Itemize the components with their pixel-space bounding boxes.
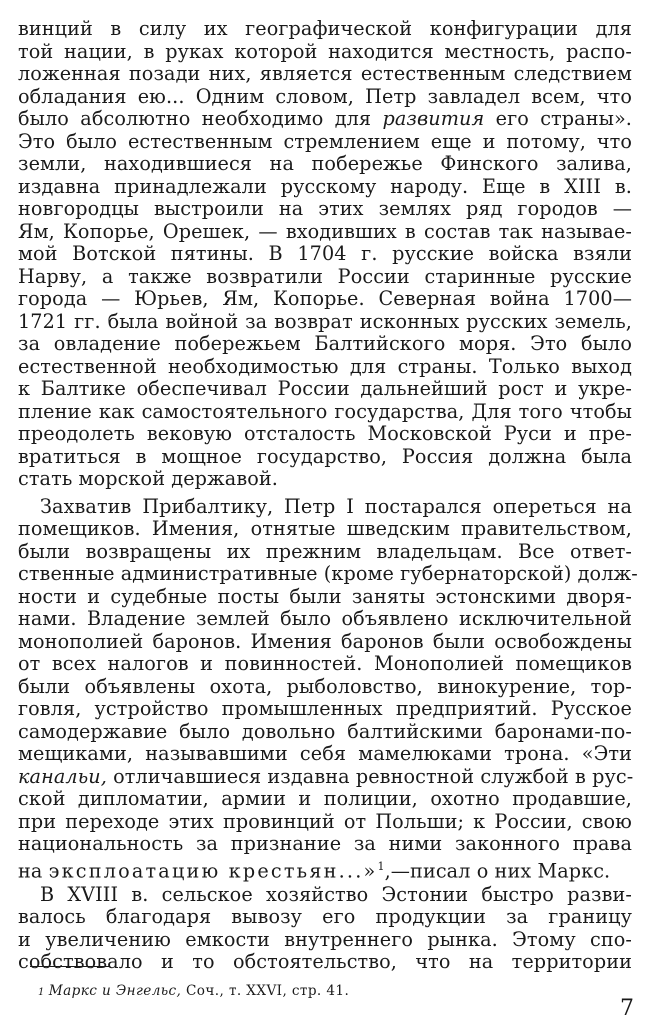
text-line (18, 766, 632, 788)
text-line: ственные административные (кроме губернаторской) долж- (18, 562, 638, 585)
text-line: той нации, в руках которой находится местность, распо- (18, 40, 632, 63)
text-line: монополией баронов. Имения баронов были освобождены (18, 630, 632, 653)
text-line: самодержавие было довольно балтийскими баронами-по- (18, 720, 632, 743)
emphasis-word: канальи, (18, 765, 107, 788)
text-line: ности и судебные посты были заняты эстонскими дворя- (18, 585, 632, 608)
text-run: его страны». (484, 107, 632, 130)
text-line: говля, устройство промышленных предприятий. Русское (18, 697, 632, 720)
text-line: национальность за признание за ними законного права (18, 832, 632, 855)
text-line: к Балтике обеспечивал России дальнейший рост и укре- (18, 377, 632, 400)
text-line: при переходе этих провинций от Польши; к России, свою (18, 810, 632, 833)
text-line: Ям, Копорье, Орешек, — входивших в состав так называе- (18, 220, 632, 243)
text-line: валось благодаря вывозу его продукции за границу (18, 905, 632, 928)
footnote-reference: 1 (377, 860, 385, 873)
text-line: Захватив Прибалтику, Петр I постарался опереться на (40, 495, 632, 518)
footnote-mark: 1 (38, 987, 45, 998)
text-line: помещиков. Имения, отнятые шведским правительством, (18, 517, 632, 540)
text-line: Нарву, а также возвратили России старинные русские (18, 265, 632, 288)
text-line: были объявлены охота, рыболовство, винокурение, тор- (18, 675, 632, 698)
text-run: отличавшиеся издавна ревностной службой в рус- (106, 765, 634, 788)
text-line: собствовало и то обстоятельство, что на территории (18, 950, 632, 973)
text-line: естественной необходимостью для страны. Только выход (18, 355, 632, 378)
text-run: на (18, 859, 49, 883)
footnote-authors: Маркс и Энгельс, (48, 983, 182, 999)
text-line: стать морской державой. (18, 467, 278, 490)
footnote-separator (30, 966, 110, 967)
text-line: и увеличению емкости внутреннего рынка. Этому спо- (18, 928, 632, 951)
text-line: мой Вотской пятины. В 1704 г. русские войска взяли (18, 242, 632, 265)
text-line: за овладение побережьем Балтийского моря. Это было (18, 332, 632, 355)
text-line: 1721 гг. была войной за возврат исконных русских земель, (18, 310, 632, 333)
text-line: Это было естественным стремлением еще и потому, что (18, 130, 632, 153)
text-run: ,—писал о них Маркс. (384, 859, 611, 883)
text-line: обладания ею... Одним словом, Петр завладел всем, что (18, 85, 632, 108)
text-line: пление как самостоятельного государства, Для того чтобы (18, 400, 632, 423)
footnote-text: Соч., т. XXVI, стр. 41. (181, 983, 350, 999)
text-line: новгородцы выстроили на этих землях ряд городов — (18, 197, 632, 220)
text-line: земли, находившиеся на побережье Финского залива, (18, 152, 632, 175)
text-line: от всех налогов и повинностей. Монополией помещиков (18, 652, 632, 675)
text-line: В XVIII в. сельское хозяйство Эстонии быстро разви- (40, 883, 632, 906)
text-line: нами. Владение землей было объявлено исключительной (18, 607, 632, 630)
text-line: были возвращены их прежним владельцам. Все ответ- (18, 540, 632, 563)
text-line: вратиться в мощное государство, Россия должна была (18, 445, 632, 468)
text-line: ложенная позади них, является естественным следствием (18, 62, 632, 85)
text-line: мещиками, называвшими себя мамелюками трона. «Эти (18, 742, 632, 765)
page-number: 7 (620, 996, 634, 1021)
footnote (38, 983, 349, 1001)
text-line: преодолеть вековую отсталость Московской Руси и пре- (18, 422, 632, 445)
text-run: было абсолютно необходимо для (18, 107, 383, 130)
text-line: винций в силу их географической конфигурации для (18, 17, 632, 40)
text-line: издавна принадлежали русскому народу. Еще в XIII в. (18, 175, 632, 198)
text-line (18, 856, 632, 882)
text-line (18, 108, 632, 130)
spaced-text-run: эксплоатацию крестьян...» (48, 859, 378, 883)
text-line: ской дипломатии, армии и полиции, охотно продавшие, (18, 787, 632, 810)
text-line: города — Юрьев, Ям, Копорье. Северная война 1700— (18, 287, 632, 310)
emphasis-word: развития (382, 107, 485, 130)
